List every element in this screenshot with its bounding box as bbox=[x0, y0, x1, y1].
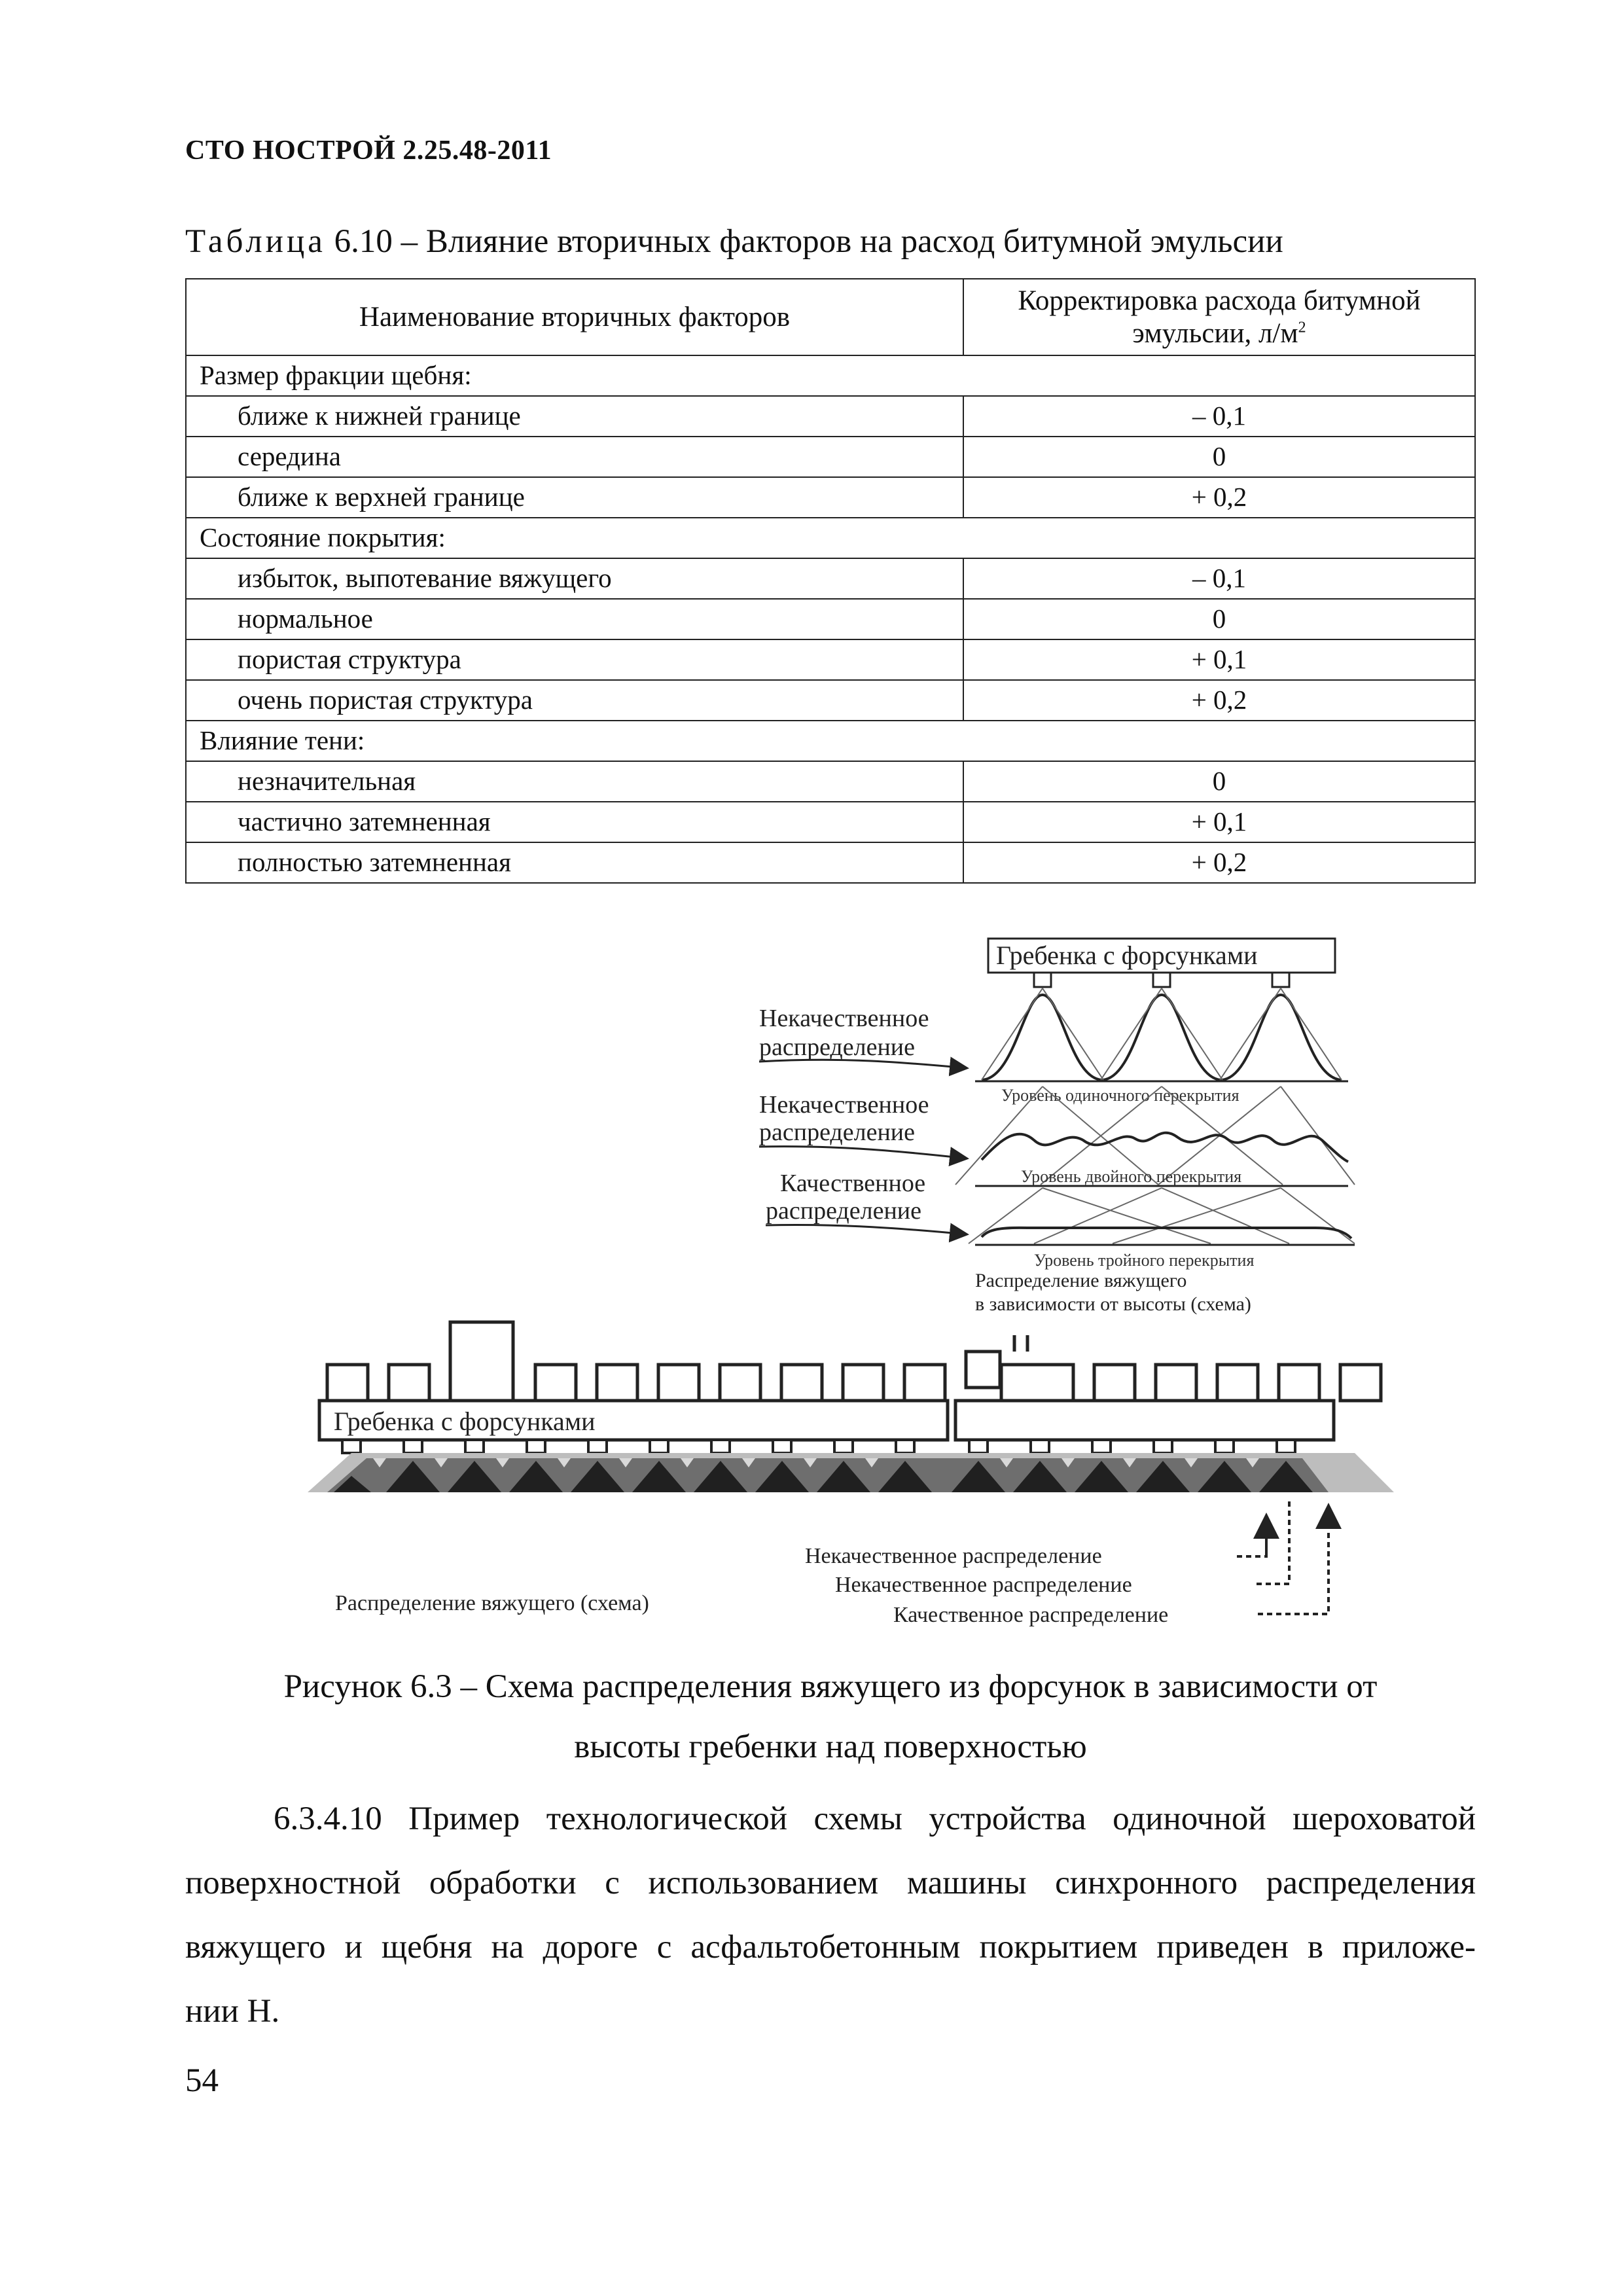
label-good-distribution-b: распределение bbox=[766, 1197, 922, 1225]
row-name: незначительная bbox=[186, 761, 963, 802]
row-value: – 0,1 bbox=[963, 396, 1475, 437]
row-name: ближе к нижней границе bbox=[186, 396, 963, 437]
row-value: + 0,1 bbox=[963, 802, 1475, 842]
table-row bbox=[186, 842, 1475, 883]
distribution-diagram bbox=[308, 929, 1414, 1662]
label-poor-distribution-2b: распределение bbox=[759, 1119, 916, 1146]
header-col-correction bbox=[963, 279, 1475, 355]
table-caption-text: 6.10 – Влияние вторичных факторов на расход битумной эмульсии bbox=[325, 223, 1283, 260]
bottom-label-poor-1: Некачественное распределение bbox=[805, 1544, 1102, 1568]
upper-caption-l2: в зависимости от высоты (схема) bbox=[975, 1293, 1251, 1315]
row-name: ближе к верхней границе bbox=[186, 477, 963, 518]
figure-caption-line2: высоты гребенки над поверхностью bbox=[574, 1729, 1087, 1765]
row-value: 0 bbox=[963, 599, 1475, 639]
spray-cone-triple bbox=[969, 1188, 1355, 1244]
level-triple-label: Уровень тройного перекрытия bbox=[1034, 1251, 1255, 1270]
arrow-good-distribution bbox=[766, 1225, 967, 1234]
row-value: + 0,2 bbox=[963, 842, 1475, 883]
table-header-row bbox=[186, 279, 1475, 355]
nozzle bbox=[1034, 973, 1051, 987]
indicator-arrow-2 bbox=[1257, 1499, 1289, 1584]
header-col-correction-l2: эмульсии, л/м bbox=[1132, 317, 1298, 349]
upper-caption-l1: Распределение вяжущего bbox=[975, 1270, 1187, 1291]
table-row bbox=[186, 680, 1475, 721]
bottom-label-poor-2: Некачественное распределение bbox=[835, 1573, 1132, 1597]
row-name: избыток, выпотевание вяжущего bbox=[186, 558, 963, 599]
header-col-factor: Наименование вторичных факторов bbox=[186, 279, 963, 355]
header-col-correction-l1: Корректировка расхода битумной bbox=[1018, 285, 1421, 317]
table-caption-label: Таблица bbox=[185, 223, 326, 260]
level-double-label: Уровень двойного перекрытия bbox=[1021, 1167, 1242, 1186]
row-value: + 0,2 bbox=[963, 680, 1475, 721]
lower-caption: Распределение вяжущего (схема) bbox=[335, 1591, 649, 1615]
group-title: Размер фракции щебня: bbox=[186, 355, 1475, 396]
nozzle bbox=[1153, 973, 1170, 987]
level-single-label: Уровень одиночного перекрытия bbox=[1001, 1086, 1240, 1105]
row-value: 0 bbox=[963, 761, 1475, 802]
table-row bbox=[186, 558, 1475, 599]
nozzle bbox=[1272, 973, 1289, 987]
indicator-arrow-3 bbox=[1258, 1505, 1329, 1614]
body-paragraph bbox=[185, 1787, 1476, 2043]
arrow-poor-distribution-2 bbox=[759, 1147, 967, 1158]
paragraph-line: нии Н. bbox=[185, 1993, 280, 2030]
figure-caption-line1: Рисунок 6.3 – Схема распределения вяжущего из форсунок в зависимости от bbox=[283, 1668, 1378, 1705]
table-row bbox=[186, 477, 1475, 518]
nozzle-bar-right bbox=[955, 1401, 1334, 1440]
tank-row bbox=[327, 1322, 1381, 1401]
table-row bbox=[186, 599, 1475, 639]
machine-bar-label: Гребенка с форсунками bbox=[334, 1407, 596, 1436]
row-value: + 0,1 bbox=[963, 639, 1475, 680]
table-row bbox=[186, 437, 1475, 477]
factors-table bbox=[185, 278, 1476, 884]
label-poor-distribution-1a: Некачественное bbox=[759, 1005, 929, 1032]
row-name: очень пористая структура bbox=[186, 680, 963, 721]
table-row bbox=[186, 761, 1475, 802]
row-value: 0 bbox=[963, 437, 1475, 477]
bottom-label-good: Качественное распределение bbox=[893, 1603, 1169, 1627]
table-row bbox=[186, 639, 1475, 680]
row-name: нормальное bbox=[186, 599, 963, 639]
group-title: Состояние покрытия: bbox=[186, 518, 1475, 558]
table-caption bbox=[185, 223, 1283, 260]
row-name: частично затемненная bbox=[186, 802, 963, 842]
table-group-row bbox=[186, 518, 1475, 558]
row-name: середина bbox=[186, 437, 963, 477]
table-group-row bbox=[186, 355, 1475, 396]
row-name: полностью затемненная bbox=[186, 842, 963, 883]
arrow-poor-distribution-1 bbox=[759, 1060, 967, 1068]
label-good-distribution-a: Качественное bbox=[780, 1170, 926, 1197]
document-header: СТО НОСТРОЙ 2.25.48-2011 bbox=[185, 135, 552, 166]
machine-schematic bbox=[308, 1322, 1394, 1627]
machine-nozzles bbox=[342, 1440, 1295, 1453]
spray-cone-single bbox=[982, 988, 1342, 1080]
upper-schematic bbox=[759, 939, 1355, 1315]
table-group-row bbox=[186, 721, 1475, 761]
paragraph-line: вяжущего и щебня на дороге с асфальтобетонным покрытием приведен в приложе- bbox=[185, 1929, 1476, 1965]
paragraph-line: 6.3.4.10 Пример технологической схемы устройства одиночной шероховатой bbox=[274, 1801, 1476, 1837]
label-poor-distribution-1b: распределение bbox=[759, 1033, 916, 1061]
spray-curve-single bbox=[982, 995, 1342, 1080]
paragraph-line: поверхностной обработки с использованием машины синхронного распределения bbox=[185, 1865, 1476, 1901]
row-value: – 0,1 bbox=[963, 558, 1475, 599]
header-col-correction-sup: 2 bbox=[1298, 319, 1306, 336]
group-title: Влияние тени: bbox=[186, 721, 1475, 761]
page-number: 54 bbox=[185, 2062, 219, 2099]
upper-nozzle-bar-label: Гребенка с форсунками bbox=[996, 941, 1258, 970]
row-value: + 0,2 bbox=[963, 477, 1475, 518]
table-row bbox=[186, 396, 1475, 437]
row-name: пористая структура bbox=[186, 639, 963, 680]
spray-curve-double bbox=[982, 1133, 1348, 1162]
table-row bbox=[186, 802, 1475, 842]
label-poor-distribution-2a: Некачественное bbox=[759, 1091, 929, 1119]
